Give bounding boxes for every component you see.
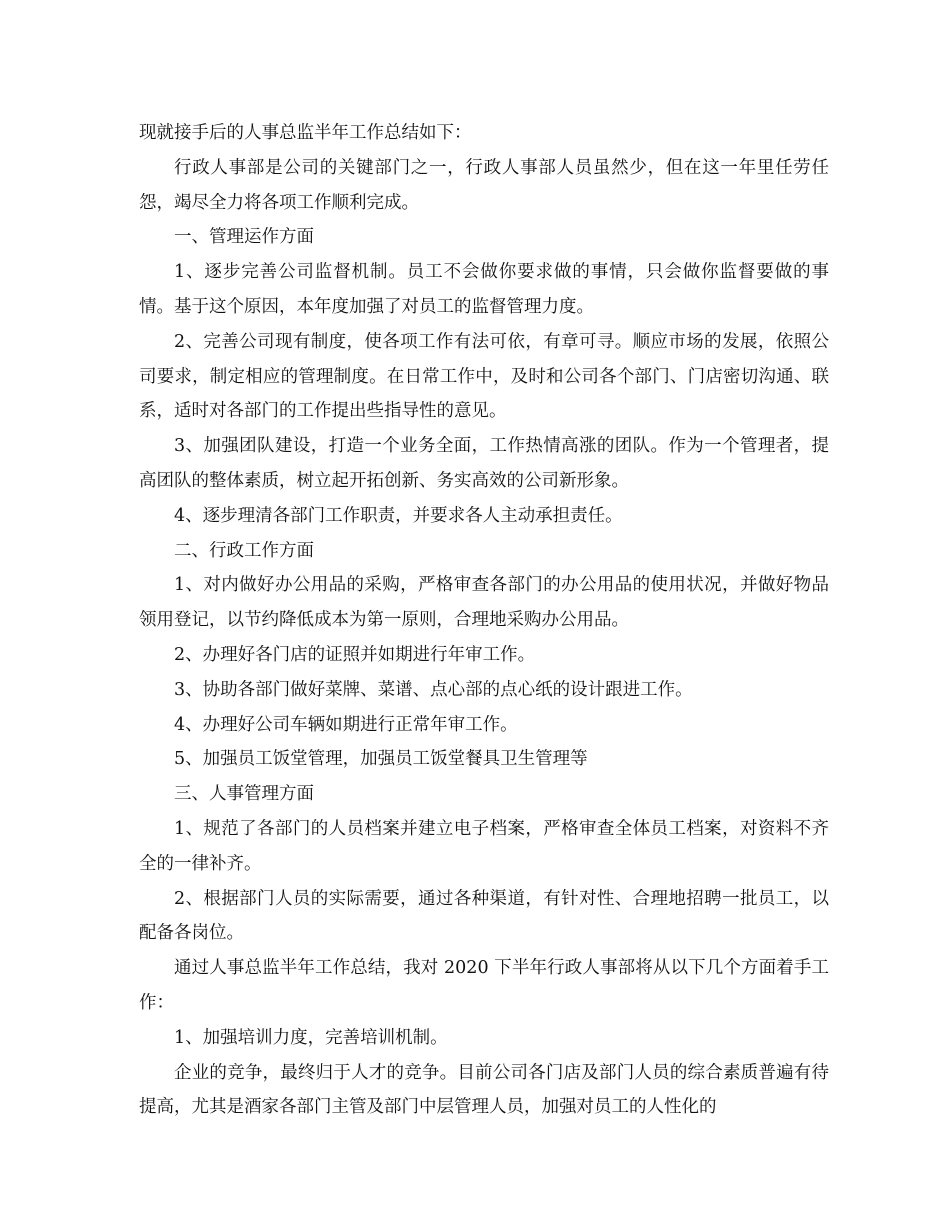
administration-item-2: 2、办理好各门店的证照并如期进行年审工作。 [174,644,536,665]
section-heading-personnel: 三、人事管理方面 [174,784,314,805]
management-item-3: 3、加强团队建设，打造一个业务全面，工作热情高涨的团队。作为一个管理者，提高团队的整体素质，树立起开拓创新、务实高效的公司新形象。 [139,436,829,491]
plan-intro-paragraph: 通过人事总监半年工作总结，我对 2020 下半年行政人事部将从以下几个方面着手工作： [139,958,829,1013]
personnel-item-2: 2、根据部门人员的实际需要，通过各种渠道，有针对性、合理地招聘一批员工，以配备各岗位。 [139,888,829,944]
section-heading-management: 一、管理运作方面 [174,227,314,248]
administration-item-1: 1、对内做好办公用品的采购，严格审查各部门的办公用品的使用状况，并做好物品领用登记，以节约降低成本为第一原则，合理地采购办公用品。 [139,575,829,631]
management-item-4: 4、逐步理清各部门工作职责，并要求各人主动承担责任。 [174,505,623,526]
document-body [139,116,829,1125]
competition-paragraph: 企业的竞争，最终归于人才的竞争。目前公司各门店及部门人员的综合素质普遍有待提高，尤其是酒家各部门主管及部门中层管理人员，加强对员工的人性化的 [139,1062,829,1118]
administration-item-3: 3、协助各部门做好菜牌、菜谱、点心部的点心纸的设计跟进工作。 [174,679,693,700]
administration-item-5: 5、加强员工饭堂管理，加强员工饭堂餐具卫生管理等 [174,749,588,770]
administration-item-4: 4、办理好公司车辆如期进行正常年审工作。 [174,714,518,735]
section-heading-administration: 二、行政工作方面 [174,540,314,561]
intro-paragraph: 现就接手后的人事总监半年工作总结如下： [139,123,472,143]
personnel-item-1: 1、规范了各部门的人员档案并建立电子档案，严格审查全体员工档案，对资料不齐全的一律补齐。 [139,818,829,874]
plan-item-1: 1、加强培训力度，完善培训机制。 [174,1027,448,1048]
department-overview-paragraph: 行政人事部是公司的关键部门之一，行政人事部人员虽然少，但在这一年里任劳任怨，竭尽全力将各项工作顺利完成。 [139,157,829,213]
management-item-1: 1、逐步完善公司监督机制。员工不会做你要求做的事情，只会做你监督要做的事情。基于这个原因，本年度加强了对员工的监督管理力度。 [139,262,829,317]
management-item-2: 2、完善公司现有制度，使各项工作有法可依，有章可寻。顺应市场的发展，依照公司要求，制定相应的管理制度。在日常工作中，及时和公司各个部门、门店密切沟通、联系，适时对各部门的工作提出些指导性的意见。 [139,331,829,422]
